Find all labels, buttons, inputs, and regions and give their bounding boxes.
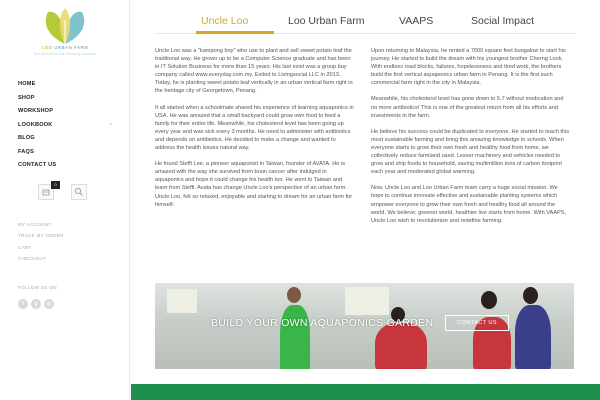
facebook-icon[interactable] bbox=[18, 299, 28, 309]
nav-item-workshop[interactable] bbox=[18, 107, 118, 121]
link-cart[interactable]: CART bbox=[18, 244, 32, 250]
tab-bar bbox=[155, 0, 575, 34]
paragraph: Now, Uncle Loo and Loo Urban Farm team carry a huge social mission. We hope to continue innovate effective and sustainable planting systems which empower everyone to grow their own fresh and healthy food all around the world. We believe; greener world, healthier live starts from home. With VAAPS, Uncle Loo wish to revolutionize and redefine farming. bbox=[371, 185, 567, 224]
search-icon bbox=[72, 185, 86, 199]
paragraph: He found Steffi Lee, a pioneer aquaponist in Taiwan, founder of AVATA. He is amazed with the way she survived from brain cancer after indulged in aquaponics and hope it could change his health too. He went to Taiwan and learn from Steffi. Avata has change Uncle Loo's perspective of an urban farm. Uncle Loo, felt so relaxed, enjoyable and starting to dream for an urban farm for himself. bbox=[155, 161, 353, 208]
link-my-account[interactable]: MY ACCOUNT bbox=[18, 222, 52, 227]
nav-item-lookbook[interactable] bbox=[18, 121, 118, 135]
nav-item-label: LOOKBOOK bbox=[18, 121, 53, 128]
nav-item-label: SHOP bbox=[18, 94, 35, 101]
nav-item-label: BLOG bbox=[18, 135, 35, 141]
paragraph: He believe his success could be duplicated to everyone. He started to teach this most sustainable farming and bring this amazing knowledge to schools. When everyone starts to grow their own fresh and healthy food from home, we collectively reduce farmland used. Lesser machinery and vehicles needed to grow and ship foods to household, saving multimillion tons of carbon footprint each year and moderated global warming. bbox=[371, 128, 570, 176]
tab-social-impact[interactable]: Social Impact bbox=[471, 15, 535, 27]
link-track-my-order[interactable]: TRACK MY ORDER bbox=[18, 233, 64, 239]
tab-vaaps[interactable]: VAAPS bbox=[399, 15, 434, 27]
google-plus-icon[interactable] bbox=[31, 299, 41, 309]
active-tab-indicator bbox=[196, 31, 274, 34]
contact-us-button[interactable]: CONTACT US bbox=[445, 315, 509, 331]
paragraph: It all started when a schoolmate shared his experience of learning aquaponics in USA. He was amazed that a small backyard could grow own food to feed a family for their entire life. Meanwhile, his cholesterol level has been going up every year and was sick every 3 months. He need to administer with antibiotics and depends on antibiotics. He decided to make a change and wanted to address the health issues natural way. bbox=[155, 104, 354, 152]
person-head bbox=[523, 287, 538, 304]
logo-leaves-icon[interactable] bbox=[38, 6, 92, 46]
follow-us-label: FOLLOW US ON bbox=[18, 285, 57, 290]
nav-item-blog[interactable] bbox=[18, 134, 118, 148]
nav-item-label: CONTACT US bbox=[18, 162, 57, 168]
chevron-right-icon[interactable]: › bbox=[109, 121, 112, 128]
window-shape bbox=[345, 287, 389, 315]
cart-count-badge: 0 bbox=[51, 181, 60, 189]
instagram-icon[interactable] bbox=[44, 299, 54, 309]
banner-headline: BUILD YOUR OWN AQUAPONICS GARDEN bbox=[211, 317, 434, 329]
brand-tagline: Revolutionize the Farming Industry bbox=[33, 52, 97, 56]
facebook-glyph: f bbox=[22, 301, 24, 307]
brand-name-loo: LOO bbox=[41, 45, 53, 50]
main-nav bbox=[18, 80, 118, 175]
link-checkout[interactable]: CHECKOUT bbox=[18, 256, 47, 262]
paragraph: Uncle Loo was a "kampong boy" who use to plant and sell sweet potato leaf the traditional way. He grown up to be a Computer Science graduate and has been in IT Solution Business for more than 15 years. His last exist was a group buy company called www.everyday.com.my. Exited to Livingsocial LLC in 2013. Today, he is planting sweet potato leaf vertically in an urban vertical farm right in the heritage city of Georgetown, Penang. bbox=[155, 48, 353, 95]
story-column-right bbox=[371, 47, 571, 233]
nav-item-home[interactable] bbox=[18, 80, 118, 94]
nav-item-contact-us[interactable] bbox=[18, 161, 118, 175]
tab-uncle-loo[interactable]: Uncle Loo bbox=[201, 15, 249, 27]
story-column-left bbox=[155, 47, 355, 217]
main-content bbox=[131, 0, 600, 400]
sidebar bbox=[0, 0, 130, 400]
person-head bbox=[287, 287, 301, 303]
search-button[interactable] bbox=[71, 184, 87, 200]
footer-strip bbox=[131, 384, 600, 400]
nav-item-label: WORKSHOP bbox=[18, 108, 54, 114]
nav-item-label: HOME bbox=[18, 81, 36, 87]
person-figure bbox=[515, 305, 551, 369]
account-links bbox=[18, 222, 64, 268]
google-plus-glyph: g bbox=[34, 301, 38, 307]
person-figure bbox=[375, 323, 427, 369]
nav-item-shop[interactable] bbox=[18, 94, 118, 108]
brand-name-rest: URBAN FARM bbox=[54, 45, 89, 50]
paragraph: Meanwhile, his cholesterol level has gone down to 5.7 without medication and no more antibiotics! This is one of the greatest return from all his efforts and investments in the farm. bbox=[371, 96, 564, 119]
window-shape bbox=[167, 289, 197, 313]
workshop-banner bbox=[155, 283, 574, 369]
nav-item-label: FAQS bbox=[18, 148, 35, 155]
brand-name bbox=[0, 45, 130, 50]
paragraph: Upon returning to Malaysia, he rented a 7000 square feet bungalow to start his journey. He started to build the dream with his youngest brother Cherng Look. With endless road blocks, failures, hopelessness and tired work, the brothers build the first vertical aquaponics urban farm in Penang. It is the first such commercial farm right in the city in Malaysia. bbox=[371, 48, 566, 87]
tab-loo-urban-farm[interactable]: Loo Urban Farm bbox=[288, 15, 365, 27]
instagram-glyph: ◎ bbox=[46, 301, 52, 307]
person-head bbox=[481, 291, 497, 309]
person-figure bbox=[280, 305, 310, 369]
nav-item-faqs[interactable] bbox=[18, 148, 118, 162]
